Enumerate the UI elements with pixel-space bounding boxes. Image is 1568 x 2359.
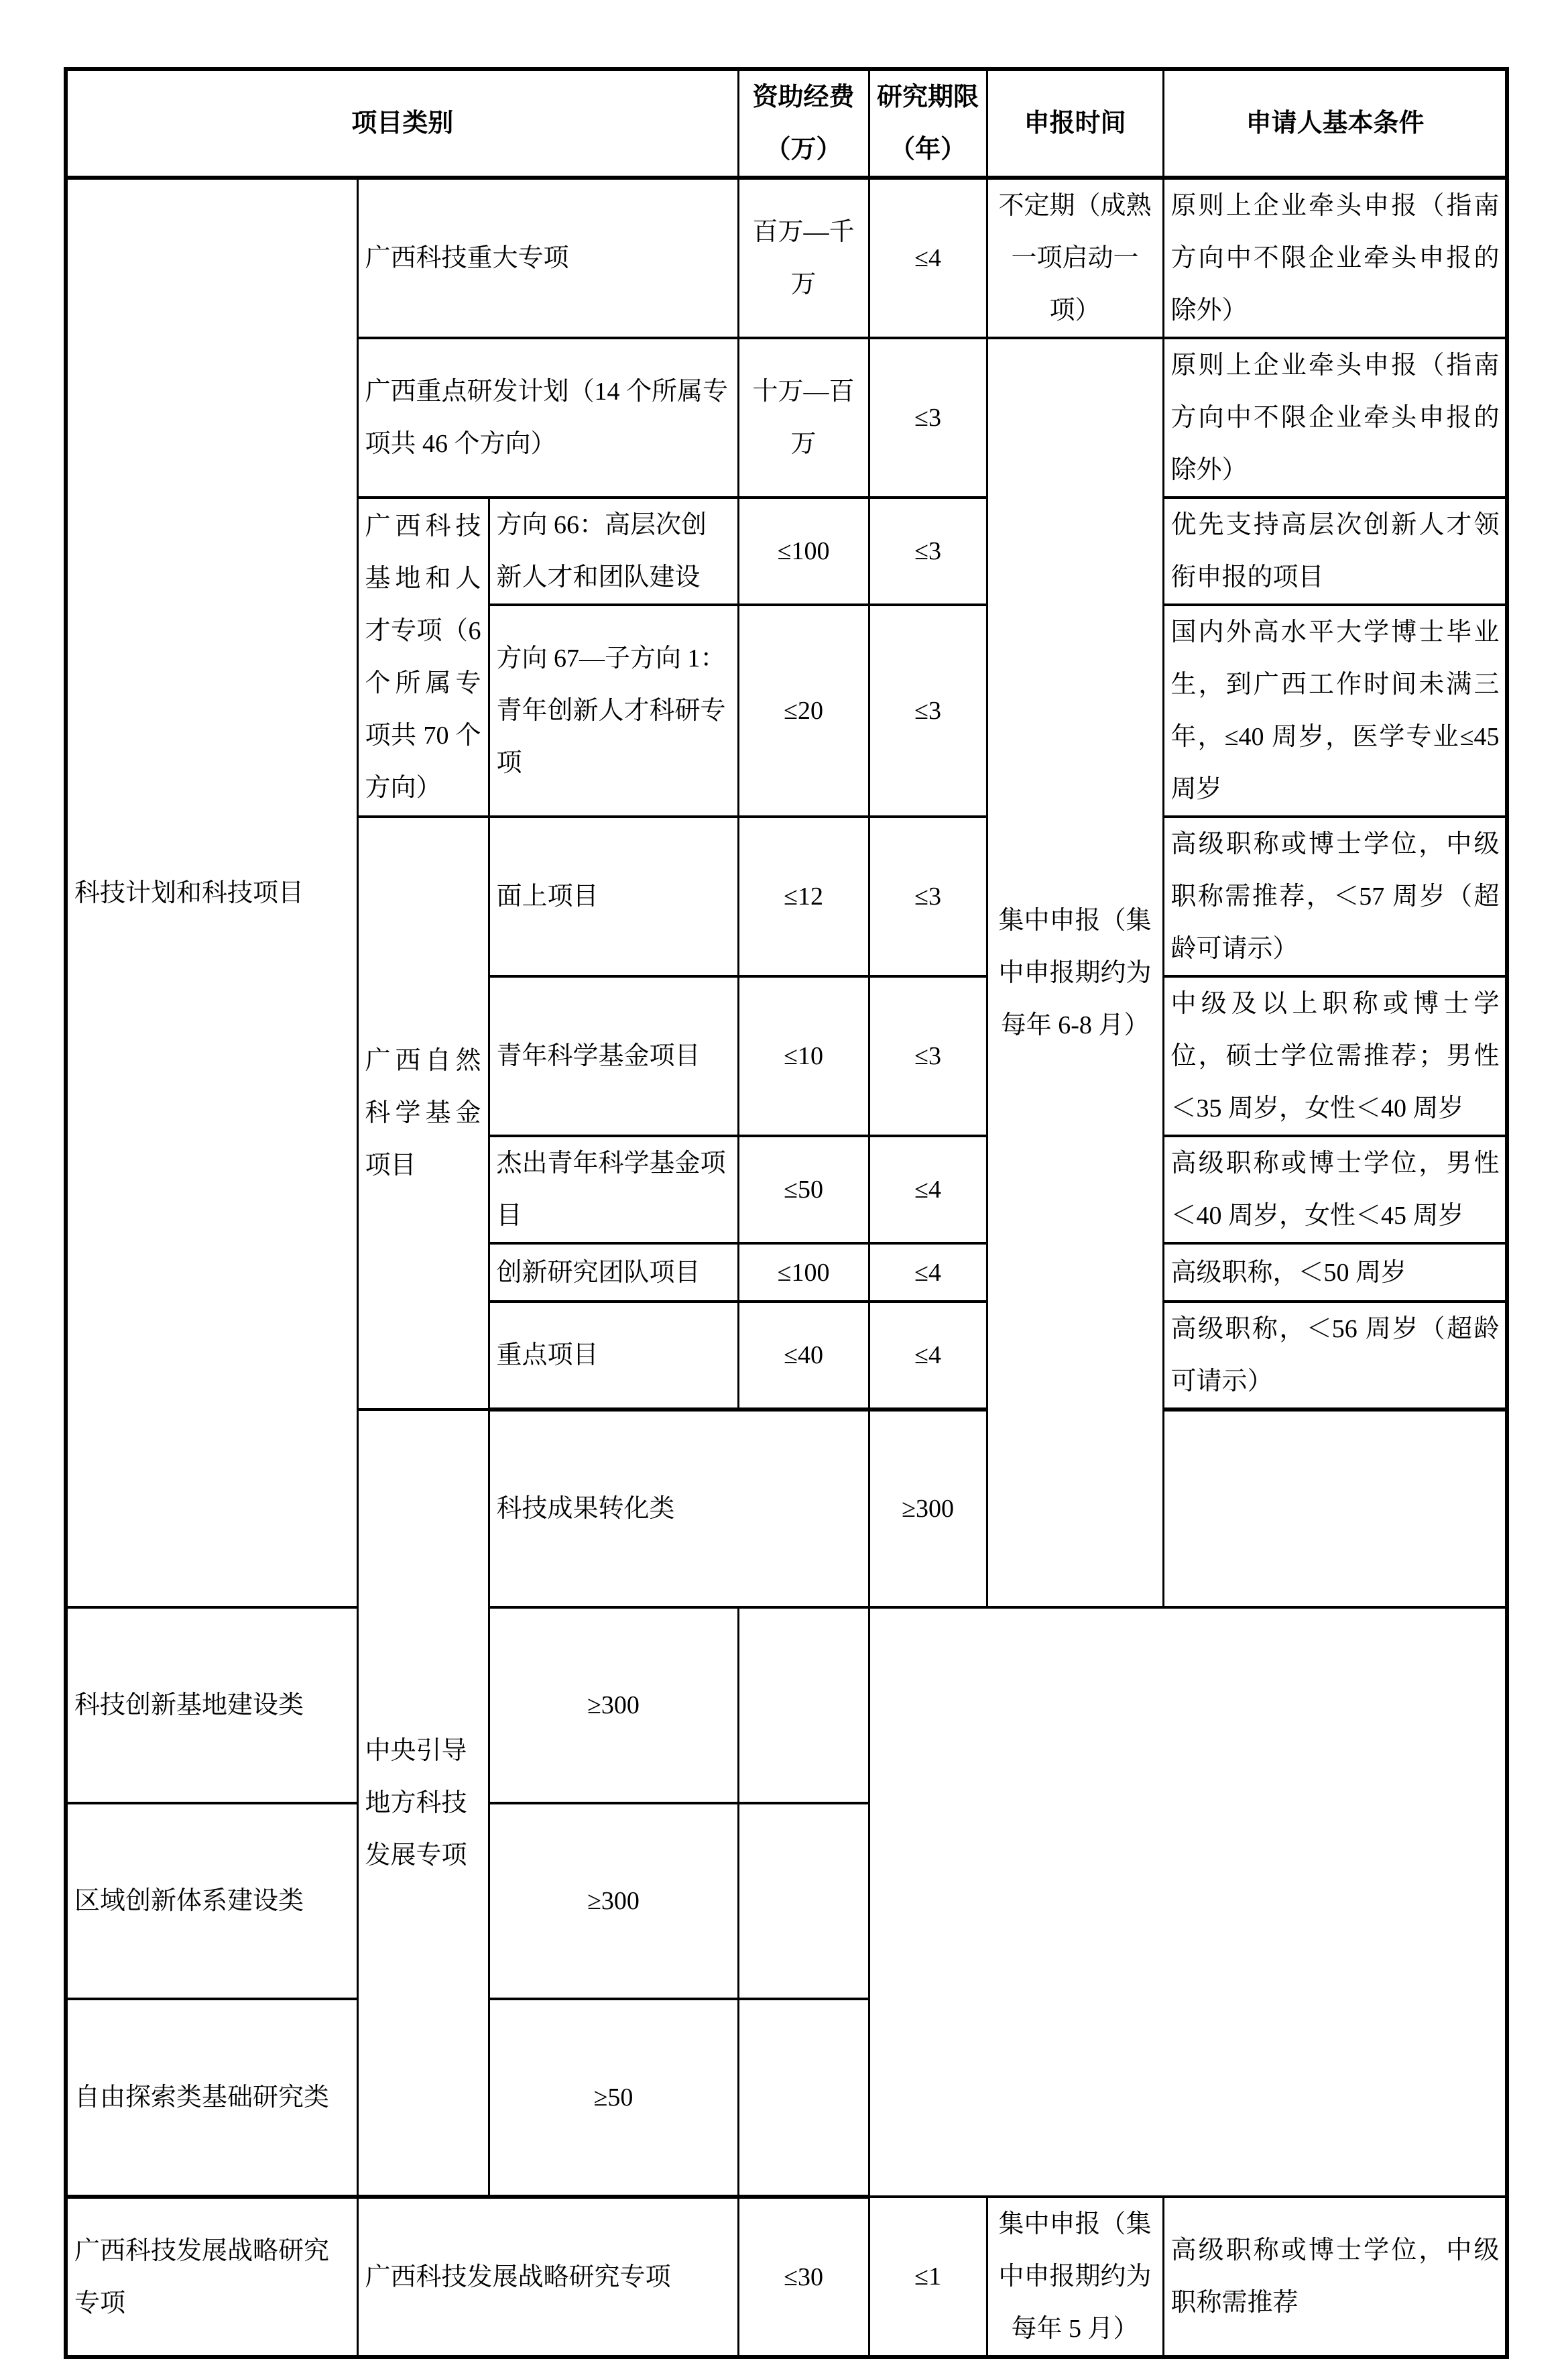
cell-dir67-duration: ≤3	[869, 605, 987, 817]
cell-nsf-youth-funding: ≤10	[738, 976, 869, 1136]
cell-nsf-youth-duration: ≤3	[869, 976, 987, 1136]
row-central-4	[66, 1999, 1507, 2197]
cell-nsf-team-funding: ≤100	[738, 1243, 869, 1302]
cell-strategy-cond: 高级职称或博士学位，中级职称需推荐	[1163, 2197, 1507, 2357]
cell-strategy-funding: ≤30	[738, 2197, 869, 2357]
cell-central-4-name: 自由探索类基础研究类	[66, 1999, 489, 2197]
cell-nsf-general-cond: 高级职称或博士学位，中级职称需推荐，＜57 周岁（超龄可请示）	[1163, 817, 1507, 976]
cell-central-3-funding: ≥300	[489, 1803, 738, 1999]
cell-dir66-funding: ≤100	[738, 498, 869, 605]
header-apply-time: 申报时间	[987, 69, 1163, 178]
cell-dir67-funding: ≤20	[738, 605, 869, 817]
cell-nsf-team-cond: 高级职称，＜50 周岁	[1163, 1243, 1507, 1302]
cell-nsf-outstanding-name: 杰出青年科学基金项目	[489, 1136, 738, 1243]
cell-nsf-outstanding-funding: ≤50	[738, 1136, 869, 1243]
cell-major-special-duration: ≤4	[869, 178, 987, 338]
cell-central-4-duration	[738, 1999, 869, 2197]
cell-key-rd-cond: 原则上企业牵头申报（指南方向中不限企业牵头申报的除外）	[1163, 338, 1507, 498]
header-category: 项目类别	[66, 69, 738, 178]
cell-major-special-funding: 百万—千万	[738, 178, 869, 338]
cell-central-2-duration	[738, 1607, 869, 1803]
cell-nsf-general-name: 面上项目	[489, 817, 738, 976]
cell-key-rd-name: 广西重点研发计划（14 个所属专项共 46 个方向）	[357, 338, 738, 498]
cell-nsf-outstanding-duration: ≤4	[869, 1136, 987, 1243]
cell-nsf-youth-name: 青年科学基金项目	[489, 976, 738, 1136]
section2-label: 中央引导地方科技发展专项	[357, 1409, 489, 2197]
cell-strategy-duration: ≤1	[869, 2197, 987, 2357]
section1-label: 科技计划和科技项目	[66, 178, 357, 1607]
cell-key-rd-duration: ≤3	[869, 338, 987, 498]
row-major-special	[66, 178, 1507, 338]
cell-nsf-key-cond: 高级职称，＜56 周岁（超龄可请示）	[1163, 1302, 1507, 1409]
cell-central-2-name: 科技创新基地建设类	[66, 1607, 489, 1803]
cell-dir66-name: 方向 66：高层次创新人才和团队建设	[489, 498, 738, 605]
cell-central-4-funding: ≥50	[489, 1999, 738, 2197]
header-duration: 研究期限（年）	[869, 69, 987, 178]
header-conditions: 申请人基本条件	[1163, 69, 1507, 178]
cell-base-talent-group: 广西科技基地和人才专项（6 个所属专项共 70 个方向）	[357, 498, 489, 817]
cell-central-3-duration	[738, 1803, 869, 1999]
header-funding: 资助经费（万）	[738, 69, 869, 178]
cell-nsf-team-name: 创新研究团队项目	[489, 1243, 738, 1302]
cell-major-special-apply: 不定期（成熟一项启动一项）	[987, 178, 1163, 338]
funding-projects-table	[64, 67, 1509, 2359]
cell-nsf-team-duration: ≤4	[869, 1243, 987, 1302]
cell-nsf-general-duration: ≤3	[869, 817, 987, 976]
cell-key-rd-funding: 十万—百万	[738, 338, 869, 498]
cell-nsf-youth-cond: 中级及以上职称或博士学位，硕士学位需推荐；男性＜35 周岁，女性＜40 周岁	[1163, 976, 1507, 1136]
cell-dir66-duration: ≤3	[869, 498, 987, 605]
cell-central-2-funding: ≥300	[489, 1607, 738, 1803]
cell-dir67-name: 方向 67—子方向 1：青年创新人才科研专项	[489, 605, 738, 817]
cell-nsf-outstanding-cond: 高级职称或博士学位，男性＜40 周岁，女性＜45 周岁	[1163, 1136, 1507, 1243]
row-strategy	[66, 2197, 1507, 2357]
cell-dir67-cond: 国内外高水平大学博士毕业生，到广西工作时间未满三年，≤40 周岁，医学专业≤45 周岁	[1163, 605, 1507, 817]
cell-central-3-name: 区域创新体系建设类	[66, 1803, 489, 1999]
section3-label: 广西科技发展战略研究专项	[66, 2197, 357, 2357]
cell-strategy-apply: 集中申报（集中申报期约为每年 5 月）	[987, 2197, 1163, 2357]
cell-strategy-name: 广西科技发展战略研究专项	[357, 2197, 738, 2357]
row-central-2	[66, 1607, 1507, 1803]
cell-nsf-key-funding: ≤40	[738, 1302, 869, 1409]
cell-central-1-duration	[1163, 1409, 1507, 1607]
cell-nsf-group: 广西自然科学基金项目	[357, 817, 489, 1409]
cell-section1-apply-merged: 集中申报（集中申报期约为每年 6-8 月）	[987, 338, 1163, 1607]
cell-major-special-name: 广西科技重大专项	[357, 178, 738, 338]
cell-nsf-key-name: 重点项目	[489, 1302, 738, 1409]
header-row	[66, 69, 1507, 178]
row-central-3	[66, 1803, 1507, 1999]
cell-dir66-cond: 优先支持高层次创新人才领衔申报的项目	[1163, 498, 1507, 605]
cell-major-special-cond: 原则上企业牵头申报（指南方向中不限企业牵头申报的除外）	[1163, 178, 1507, 338]
cell-central-1-funding: ≥300	[869, 1409, 987, 1607]
cell-nsf-general-funding: ≤12	[738, 817, 869, 976]
cell-nsf-key-duration: ≤4	[869, 1302, 987, 1409]
cell-central-1-name: 科技成果转化类	[489, 1409, 869, 1607]
